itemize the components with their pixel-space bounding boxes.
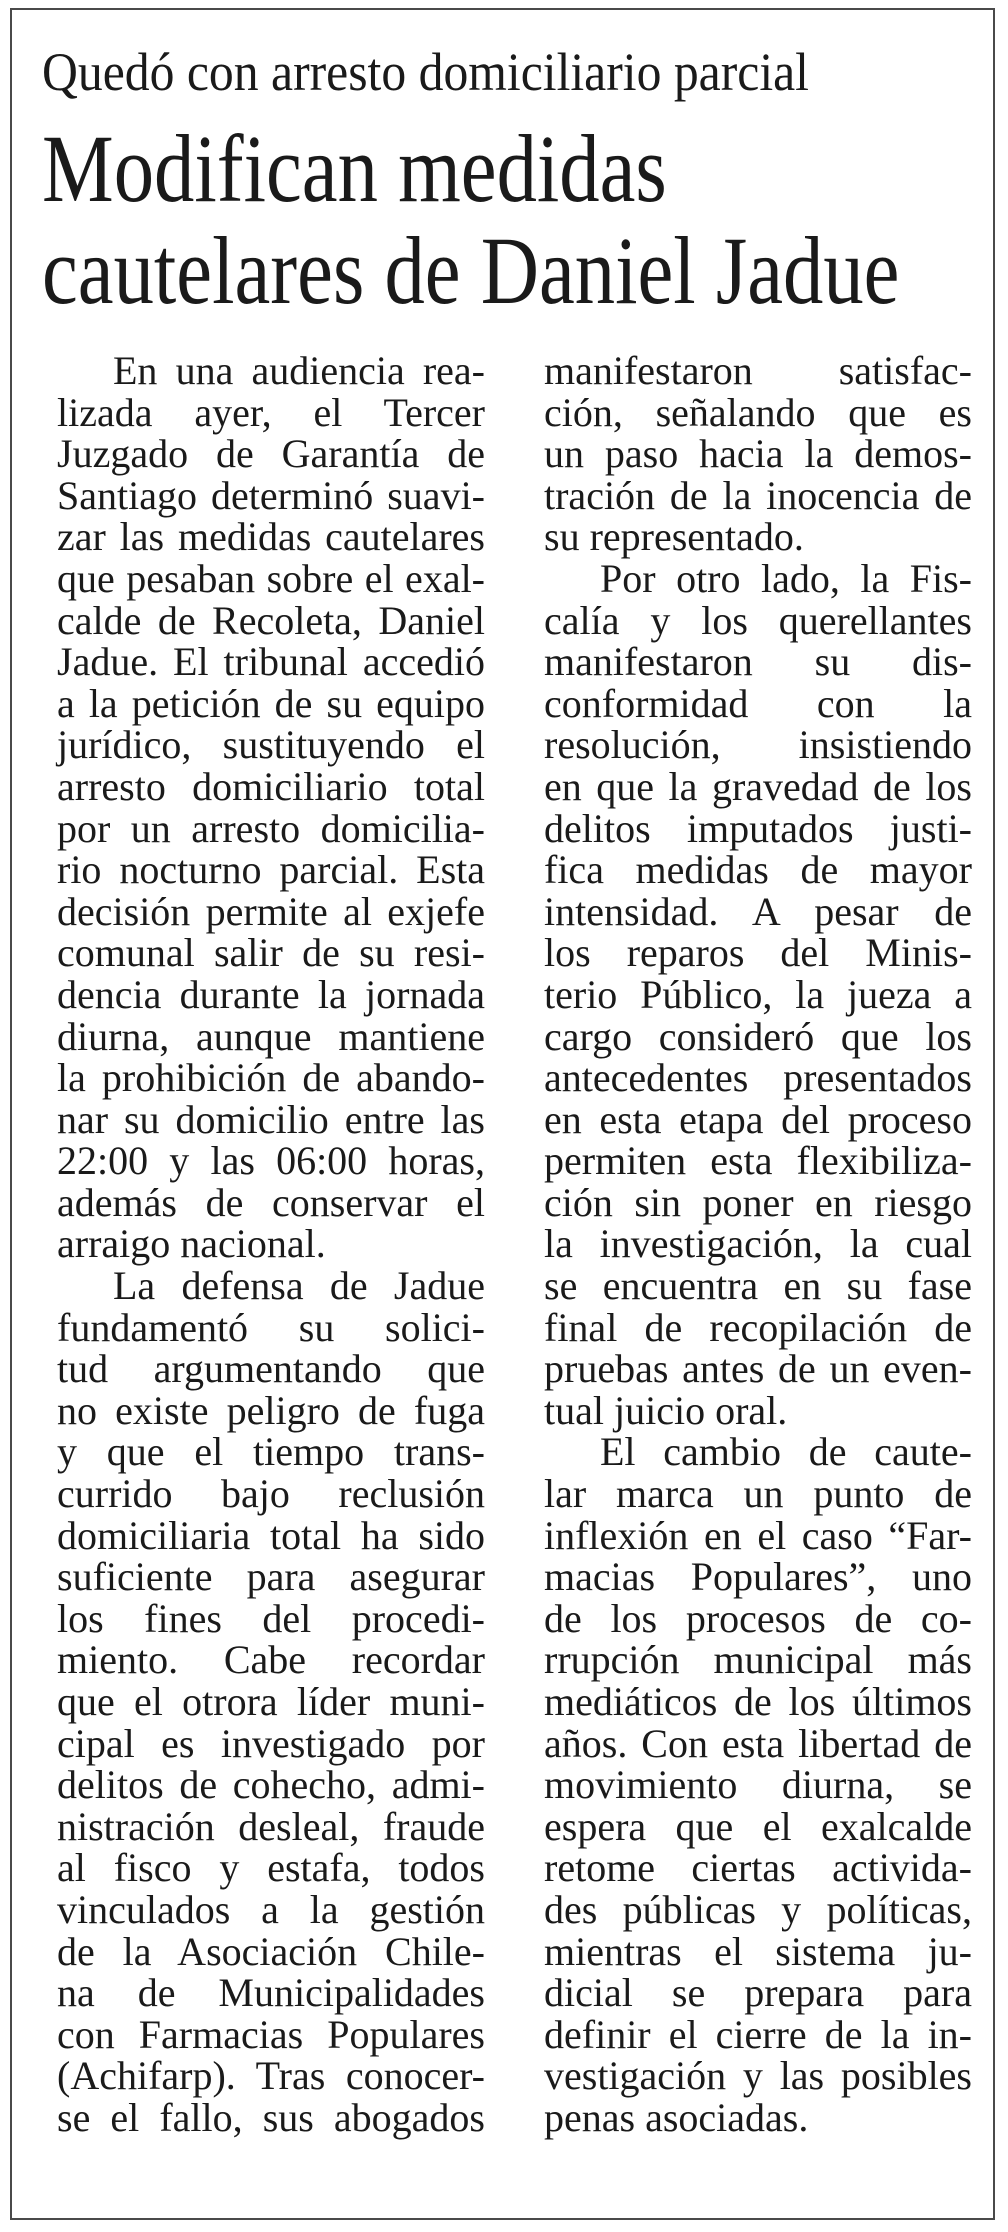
text-line: se encuentra en su fase xyxy=(544,1263,972,1309)
text-line: comunal salir de su resi- xyxy=(57,930,485,976)
text-line: retome ciertas activida- xyxy=(544,1845,972,1891)
text-line: La defensa de Jadue xyxy=(113,1263,485,1309)
text-line: con Farmacias Populares xyxy=(57,2011,485,2057)
text-line: y que el tiempo trans- xyxy=(57,1429,485,1475)
text-line: tud argumentando que xyxy=(57,1346,485,1392)
text-line: calía y los querellantes xyxy=(544,597,972,643)
text-line: decisión permite al exjefe xyxy=(57,888,485,934)
text-line: domiciliaria total ha sido xyxy=(57,1512,485,1558)
text-line: fundamentó su solici- xyxy=(57,1304,485,1350)
text-line: en esta etapa del proceso xyxy=(544,1096,972,1142)
text-line: El cambio de caute- xyxy=(600,1429,972,1475)
text-line: jurídico, sustituyendo el xyxy=(57,722,485,768)
text-line: los fines del procedi- xyxy=(57,1595,485,1641)
text-line: de la Asociación Chile- xyxy=(57,1928,485,1974)
text-line: manifestaron satisfac- xyxy=(544,348,972,393)
text-line: ción, señalando que es xyxy=(544,389,972,435)
text-line: años. Con esta libertad de xyxy=(544,1720,972,1766)
text-line: su representado. xyxy=(544,514,804,560)
text-line: diurna, aunque mantiene xyxy=(57,1013,485,1059)
text-line: rio nocturno parcial. Esta xyxy=(57,847,485,893)
text-line: ción sin poner en riesgo xyxy=(544,1179,972,1225)
text-line: En una audiencia rea- xyxy=(113,348,485,393)
text-line: Juzgado de Garantía de xyxy=(57,431,485,477)
article-paragraph xyxy=(57,350,485,1265)
article-column-left xyxy=(57,350,485,2139)
article-headline xyxy=(42,115,900,324)
text-line: zar las medidas cautelares xyxy=(57,514,485,560)
text-line: calde de Recoleta, Daniel xyxy=(57,597,485,643)
text-line: a la petición de su equipo xyxy=(57,680,485,726)
text-line: suficiente para asegurar xyxy=(57,1554,485,1600)
article-paragraph xyxy=(544,1431,972,2138)
text-line: arraigo nacional. xyxy=(57,1221,326,1267)
text-line: penas asociadas. xyxy=(544,2094,809,2140)
text-line: no existe peligro de fuga xyxy=(57,1387,485,1433)
article-paragraph xyxy=(57,1265,485,2138)
text-line: antecedentes presentados xyxy=(544,1055,972,1101)
text-line: por un arresto domicilia- xyxy=(57,805,485,851)
text-line: currido bajo reclusión xyxy=(57,1471,485,1517)
text-line: de los procesos de co- xyxy=(544,1595,972,1641)
text-line: dencia durante la jornada xyxy=(57,971,485,1017)
text-line: cargo consideró que los xyxy=(544,1013,972,1059)
text-line: permiten esta flexibiliza- xyxy=(544,1138,972,1184)
text-line: inflexión en el caso “Far- xyxy=(544,1512,972,1558)
headline-line: Modifican medidas xyxy=(42,115,667,222)
text-line: lar marca un punto de xyxy=(544,1471,972,1517)
text-line: 22:00 y las 06:00 horas, xyxy=(57,1138,485,1184)
text-line: Por otro lado, la Fis- xyxy=(600,555,972,601)
text-line: lizada ayer, el Tercer xyxy=(57,389,485,435)
article-kicker: Quedó con arresto domiciliario parcial xyxy=(42,42,809,102)
article-paragraph xyxy=(544,555,972,1433)
text-line: al fisco y estafa, todos xyxy=(57,1845,485,1891)
text-line: intensidad. A pesar de xyxy=(544,888,972,934)
text-line: nar su domicilio entre las xyxy=(57,1096,485,1142)
text-line: des públicas y políticas, xyxy=(544,1886,972,1932)
text-line: dicial se prepara para xyxy=(544,1970,972,2016)
text-line: vinculados a la gestión xyxy=(57,1886,485,1932)
text-line: delitos imputados justi- xyxy=(544,805,972,851)
text-line: definir el cierre de la in- xyxy=(544,2011,972,2057)
text-line: manifestaron su dis- xyxy=(544,639,972,685)
text-line: mediáticos de los últimos xyxy=(544,1679,972,1724)
text-line: nistración desleal, fraude xyxy=(57,1803,485,1849)
news-clipping xyxy=(10,8,995,2220)
text-line: Santiago determinó suavi- xyxy=(57,472,485,518)
text-line: macias Populares”, uno xyxy=(544,1554,972,1600)
text-line: la prohibición de abando- xyxy=(57,1055,485,1101)
text-line: mientras el sistema ju- xyxy=(544,1928,972,1974)
text-line: la investigación, la cual xyxy=(544,1221,972,1267)
text-line: que pesaban sobre el exal- xyxy=(57,555,485,601)
text-line: cipal es investigado por xyxy=(57,1720,485,1766)
text-line: terio Público, la jueza a xyxy=(544,971,972,1017)
article-paragraph xyxy=(544,350,972,558)
text-line: que el otrora líder muni- xyxy=(57,1679,485,1724)
text-line: se el fallo, sus abogados xyxy=(57,2094,485,2140)
text-line: los reparos del Minis- xyxy=(544,930,972,976)
text-line: vestigación y las posibles xyxy=(544,2053,972,2099)
text-line: (Achifarp). Tras conocer- xyxy=(57,2053,485,2099)
text-line: además de conservar el xyxy=(57,1179,485,1225)
text-line: en que la gravedad de los xyxy=(544,763,972,809)
text-line: movimiento diurna, se xyxy=(544,1762,972,1808)
text-line: final de recopilación de xyxy=(544,1304,972,1350)
text-line: fica medidas de mayor xyxy=(544,847,972,893)
text-line: delitos de cohecho, admi- xyxy=(57,1762,485,1808)
text-line: tración de la inocencia de xyxy=(544,472,972,518)
text-line: miento. Cabe recordar xyxy=(57,1637,485,1683)
text-line: espera que el exalcalde xyxy=(544,1803,972,1849)
article-column-right xyxy=(544,350,972,2139)
headline-line: cautelares de Daniel Jadue xyxy=(42,217,900,324)
text-line: un paso hacia la demos- xyxy=(544,431,972,477)
text-line: arresto domiciliario total xyxy=(57,763,485,809)
text-line: na de Municipalidades xyxy=(57,1970,485,2016)
text-line: tual juicio oral. xyxy=(544,1387,788,1433)
text-line: pruebas antes de un even- xyxy=(544,1346,972,1392)
text-line: Jadue. El tribunal accedió xyxy=(57,639,485,685)
text-line: rrupción municipal más xyxy=(544,1637,972,1683)
text-line: conformidad con la xyxy=(544,680,972,726)
text-line: resolución, insistiendo xyxy=(544,722,972,768)
